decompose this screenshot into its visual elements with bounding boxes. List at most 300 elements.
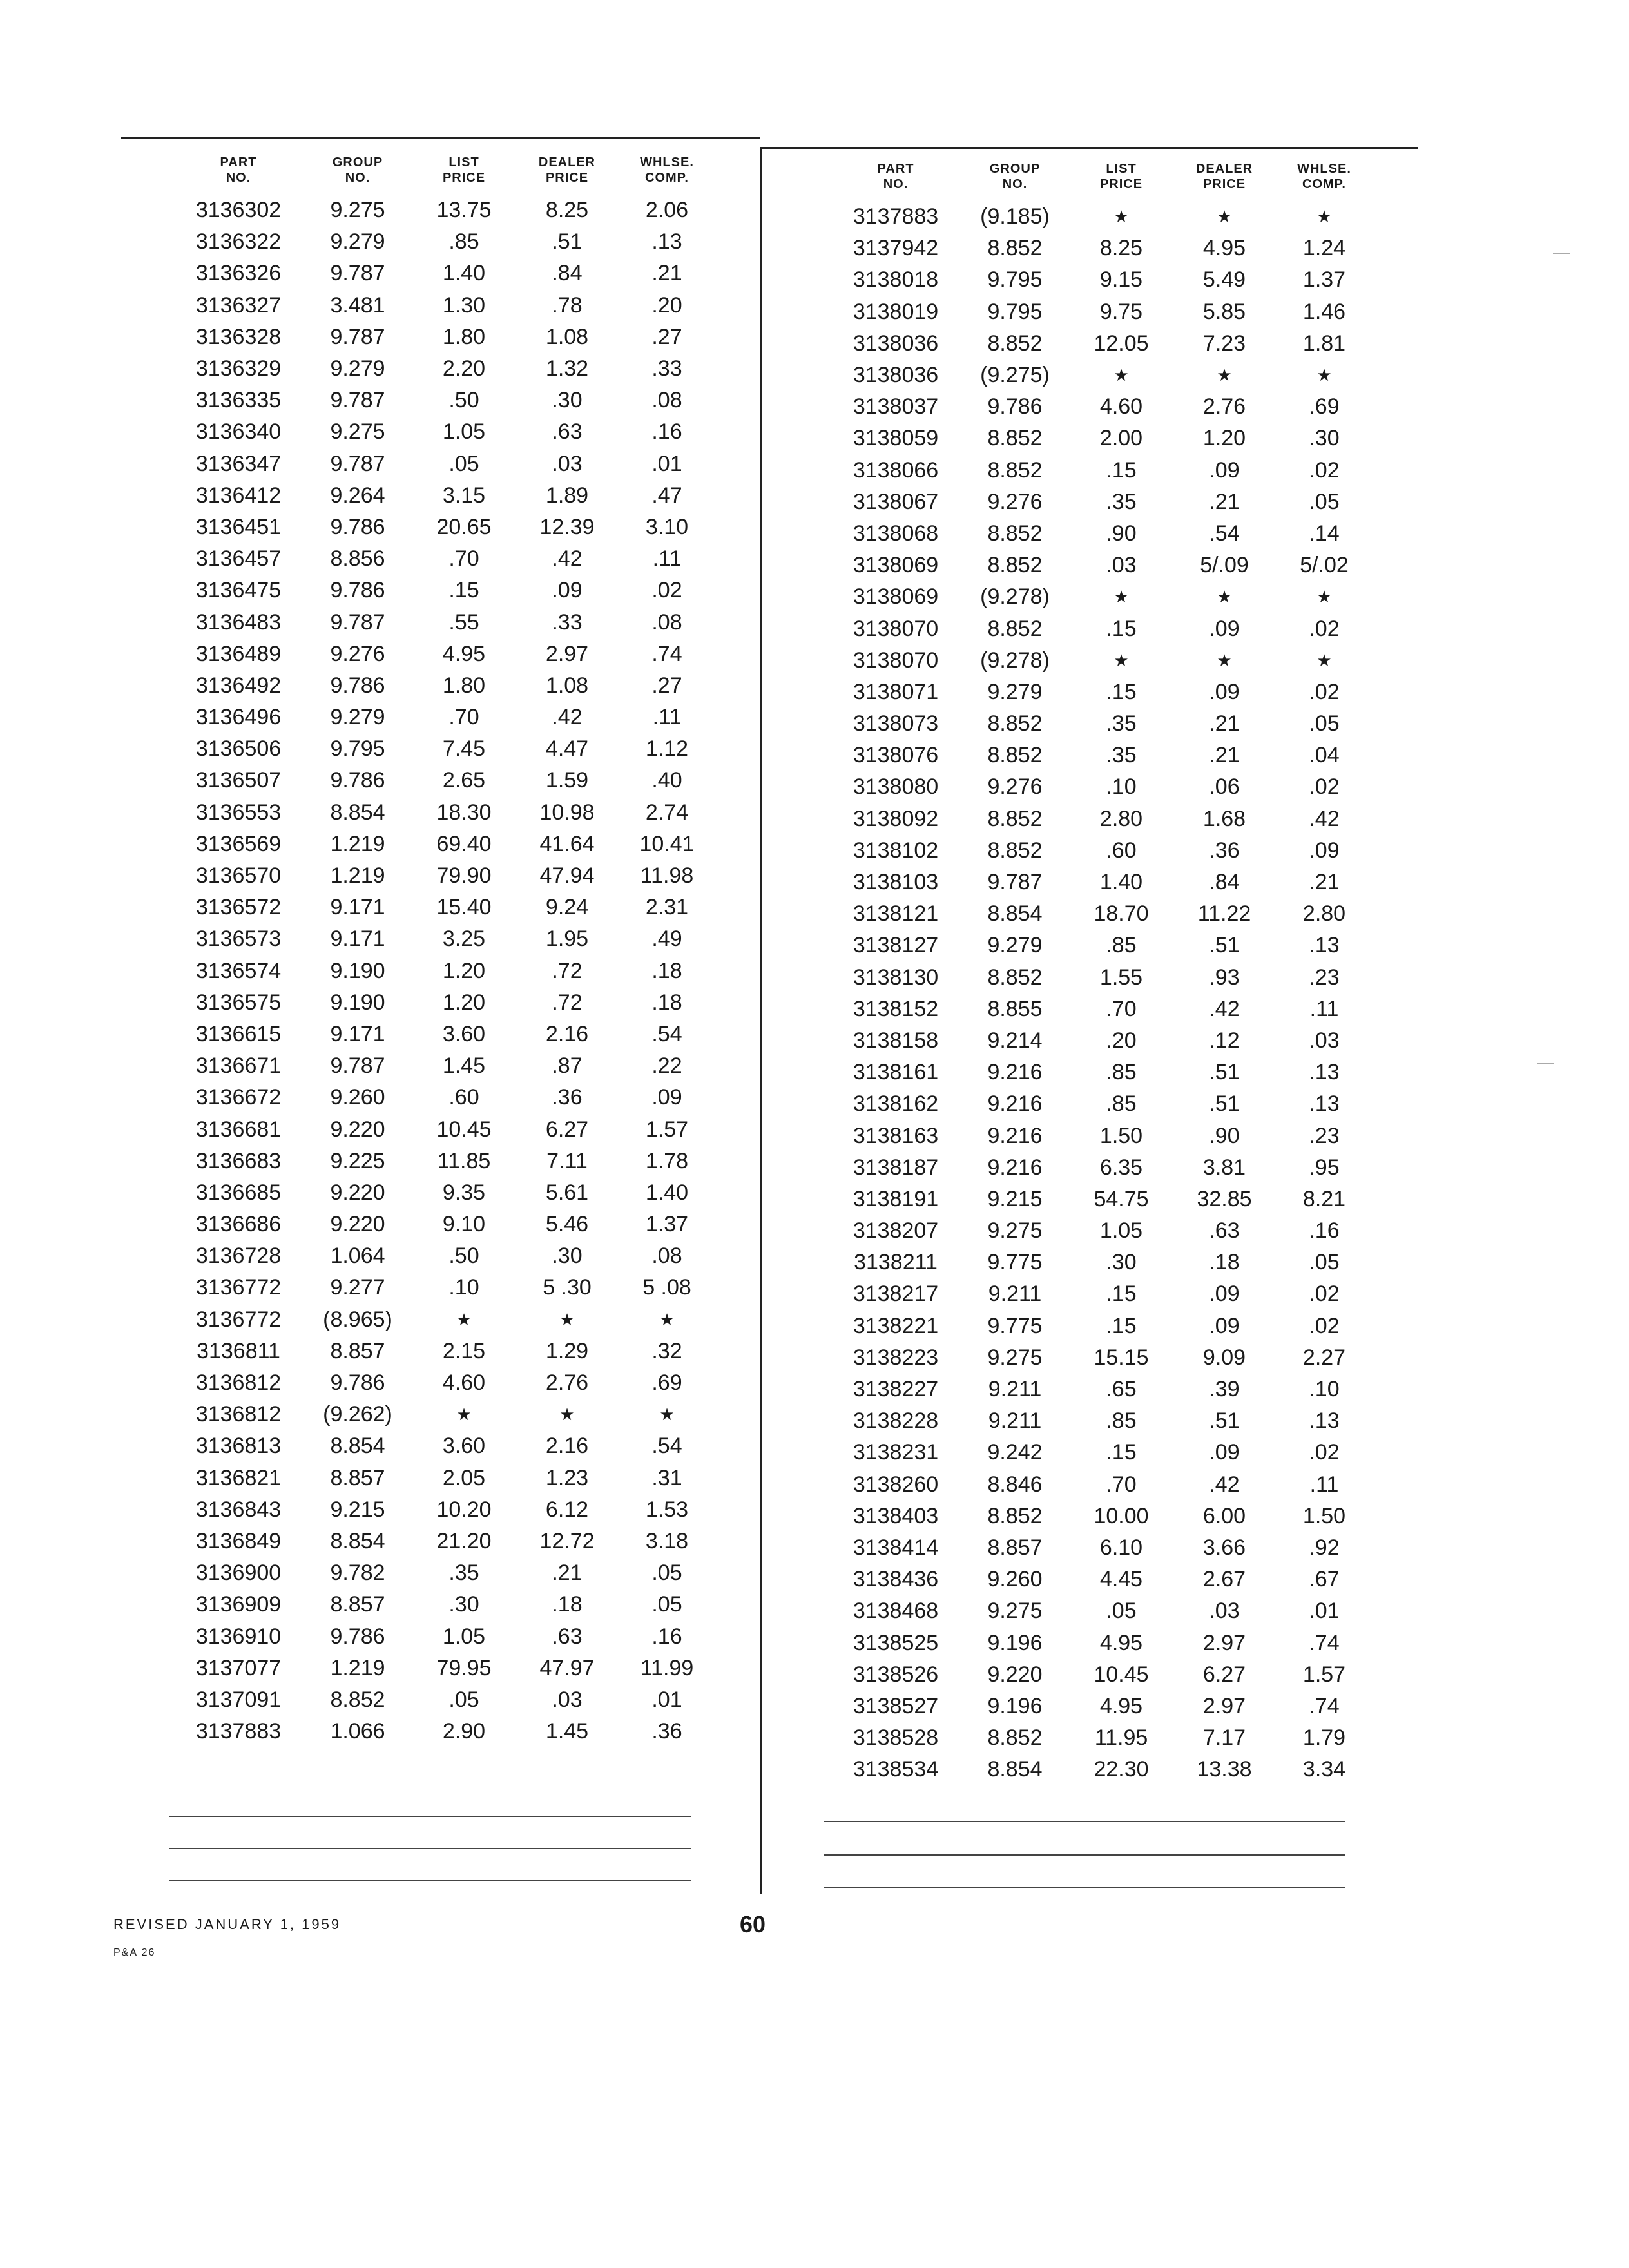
list-price-cell: ★ [456,1405,472,1425]
table-row [174,892,715,923]
group-no-cell: 8.852 [987,331,1043,356]
margin-mark [1553,253,1570,254]
group-no-cell: 9.260 [987,1567,1043,1592]
group-no-cell: 8.857 [987,1535,1043,1560]
group-no-cell: 9.787 [330,388,385,413]
group-no-cell: 9.264 [330,483,385,508]
group-no-cell: 9.275 [987,1345,1043,1370]
part-no-cell: 3138227 [853,1377,939,1402]
margin-mark [1537,1063,1554,1064]
part-no-cell: 3136672 [195,1085,282,1110]
whlse-comp-cell: 3.34 [1302,1757,1346,1782]
group-no-cell: 1.219 [330,863,385,889]
table-row [174,258,715,289]
part-no-cell: 3138080 [853,774,939,800]
whlse-comp-cell: .13 [1309,933,1340,958]
whlse-comp-cell: .10 [1309,1377,1340,1402]
part-no-cell: 3138436 [853,1567,939,1592]
part-no-cell: 3138127 [853,933,939,958]
dealer-price-cell: 11.22 [1197,901,1251,927]
part-no-cell: 3138163 [853,1123,939,1148]
whlse-comp-cell: .05 [651,1592,682,1617]
table-row [174,290,715,322]
blank-line [169,1816,691,1817]
dealer-price-cell: 1.08 [545,324,589,349]
list-price-cell: .15 [1106,1282,1137,1307]
dealer-price-cell: 5.46 [545,1212,589,1237]
part-no-cell: 3136683 [195,1148,282,1173]
part-no-cell: 3136574 [195,958,282,983]
group-no-cell: 8.852 [987,457,1043,483]
list-price-cell: .55 [448,610,479,635]
whlse-comp-cell: 1.12 [645,736,689,762]
part-no-cell: 3138121 [853,901,939,927]
table-row [831,835,1373,867]
part-no-cell: 3136909 [195,1592,282,1617]
group-no-cell: 9.216 [987,1060,1043,1085]
table-row [831,1152,1373,1184]
table-row [174,1463,715,1494]
dealer-price-cell: .51 [1209,1091,1240,1117]
dealer-price-cell: 2.97 [1202,1693,1246,1718]
list-price-cell: .85 [1106,1060,1137,1085]
group-no-cell: 9.216 [987,1091,1043,1117]
whlse-comp-cell: .74 [1309,1630,1340,1655]
whlse-comp-cell: .13 [1309,1408,1340,1434]
table-row [831,1247,1373,1278]
dealer-price-cell: 6.00 [1202,1503,1246,1528]
whlse-comp-cell: .47 [651,483,682,508]
whlse-comp-cell: .74 [651,641,682,666]
list-price-cell: .35 [1106,711,1137,736]
table-row [174,575,715,606]
list-price-cell: 9.10 [442,1212,486,1237]
whlse-comp-cell: 5 .08 [642,1275,691,1300]
group-no-cell: 9.275 [330,419,385,445]
whlse-comp-cell: .21 [1309,870,1340,895]
dealer-price-cell: .84 [1209,870,1240,895]
list-price-cell: 4.60 [1099,394,1143,419]
dealer-price-cell: .18 [1209,1250,1240,1275]
whlse-comp-cell: .27 [651,324,682,349]
group-no-cell: 9.216 [987,1155,1043,1180]
dealer-price-cell: 32.85 [1197,1186,1252,1211]
table-row [174,1019,715,1050]
list-price-cell: 18.70 [1094,901,1149,927]
whlse-comp-cell: .08 [651,610,682,635]
whlse-comp-cell: 1.57 [645,1117,689,1142]
group-no-cell: 9.215 [330,1497,385,1522]
table-row [831,1627,1373,1658]
table-row [831,1595,1373,1627]
whlse-comp-cell: .04 [1309,743,1340,768]
group-no-cell: 8.856 [330,546,385,572]
dealer-price-cell: .09 [1209,457,1240,483]
table-row [831,1437,1373,1468]
dealer-price-cell: .42 [1209,1472,1240,1497]
part-no-cell: 3138527 [853,1693,939,1718]
group-no-cell: 9.279 [330,356,385,381]
right-column-headers [831,161,1373,201]
list-price-cell: .30 [1106,1250,1137,1275]
table-row [831,328,1373,360]
group-no-cell: 8.854 [987,901,1043,927]
part-no-cell: 3136492 [195,673,282,698]
group-no-cell: 9.171 [330,895,385,920]
whlse-comp-cell: .74 [1309,1693,1340,1718]
table-row [831,423,1373,454]
whlse-comp-cell: .95 [1309,1155,1340,1180]
table-row [174,956,715,987]
table-row [831,486,1373,518]
group-no-cell: 9.787 [330,1053,385,1079]
table-row [831,1278,1373,1310]
list-price-cell: .60 [448,1085,479,1110]
list-price-cell: 69.40 [436,831,492,856]
dealer-price-cell: .03 [1209,1599,1240,1624]
whlse-comp-cell: ★ [1316,587,1332,607]
header-dealer-price: DEALER PRICE [538,155,596,185]
dealer-price-cell: 5.85 [1202,299,1246,324]
part-no-cell: 3138066 [853,457,939,483]
table-row [831,1025,1373,1057]
dealer-price-cell: 5/.09 [1200,553,1249,578]
catalog-code: P&A 26 [113,1947,156,1958]
whlse-comp-cell: 1.81 [1302,331,1346,356]
dealer-price-cell: .03 [552,451,583,476]
group-no-cell: 9.795 [987,299,1043,324]
part-no-cell: 3136572 [195,895,282,920]
list-price-cell: 6.35 [1099,1155,1143,1180]
whlse-comp-cell: .69 [651,1370,682,1396]
dealer-price-cell: 1.29 [545,1338,589,1363]
list-price-cell: 13.75 [436,198,492,223]
list-price-cell: .10 [448,1275,479,1300]
part-no-cell: 3138158 [853,1028,939,1053]
list-price-cell: .15 [1106,616,1137,641]
list-price-cell: .10 [1106,774,1137,800]
group-no-cell: 9.795 [330,736,385,762]
whlse-comp-cell: .54 [651,1434,682,1459]
dealer-price-cell: .09 [1209,1282,1240,1307]
dealer-price-cell: 2.76 [545,1370,589,1396]
part-no-cell: 3138468 [853,1599,939,1624]
list-price-cell: 22.30 [1094,1757,1149,1782]
list-price-cell: ★ [1113,207,1129,227]
list-price-cell: .65 [1106,1377,1137,1402]
part-no-cell: 3136328 [195,324,282,349]
table-row [831,708,1373,740]
dealer-price-cell: .63 [1209,1218,1240,1244]
list-price-cell: 1.50 [1099,1123,1143,1148]
part-no-cell: 3138228 [853,1408,939,1434]
group-no-cell: 9.787 [987,870,1043,895]
part-no-cell: 3136772 [195,1275,282,1300]
whlse-comp-cell: 3.10 [645,514,689,539]
group-no-cell: 9.276 [987,774,1043,800]
list-price-cell: 1.55 [1099,965,1143,990]
dealer-price-cell: 1.45 [545,1719,589,1744]
whlse-comp-cell: .14 [1309,521,1340,546]
whlse-comp-cell: .18 [651,958,682,983]
whlse-comp-cell: ★ [1316,207,1332,227]
table-row [831,201,1373,233]
table-row [831,613,1373,644]
part-no-cell: 3136329 [195,356,282,381]
group-no-cell: 8.852 [987,806,1043,831]
list-price-cell: .35 [448,1561,479,1586]
group-no-cell: 9.279 [987,679,1043,704]
group-no-cell: 9.279 [330,705,385,730]
group-no-cell: 8.854 [330,1528,385,1553]
group-no-cell: 9.215 [987,1186,1043,1211]
list-price-cell: .15 [1106,1313,1137,1338]
dealer-price-cell: 3.66 [1202,1535,1246,1560]
list-price-cell: .05 [1106,1599,1137,1624]
table-row [174,1209,715,1240]
list-price-cell: 4.60 [442,1370,486,1396]
list-price-cell: .03 [1106,553,1137,578]
list-price-cell: 2.00 [1099,426,1143,451]
dealer-price-cell: 41.64 [539,831,595,856]
group-no-cell: 9.220 [987,1662,1043,1687]
blank-line [824,1854,1345,1856]
dealer-price-cell: 5.49 [1202,267,1246,293]
group-no-cell: 8.854 [987,1757,1043,1782]
part-no-cell: 3136843 [195,1497,282,1522]
part-no-cell: 3138525 [853,1630,939,1655]
table-row [831,803,1373,835]
dealer-price-cell: .93 [1209,965,1240,990]
list-price-cell: 9.35 [442,1180,486,1205]
dealer-price-cell: 4.47 [545,736,589,762]
part-no-cell: 3138070 [853,648,939,673]
part-no-cell: 3138528 [853,1725,939,1751]
list-price-cell: 1.20 [442,990,486,1015]
list-price-cell: .35 [1106,489,1137,514]
group-no-cell: 8.852 [987,426,1043,451]
table-row [174,512,715,543]
blank-line [824,1887,1345,1888]
table-row [174,1082,715,1113]
dealer-price-cell: 7.11 [546,1148,588,1173]
table-row [174,1050,715,1082]
dealer-price-cell: 2.67 [1202,1567,1246,1592]
group-no-cell: 8.852 [987,711,1043,736]
whlse-comp-cell: .27 [651,673,682,698]
part-no-cell: 3138036 [853,331,939,356]
group-no-cell: (9.275) [980,363,1050,388]
header-group-no: GROUP NO. [989,162,1041,191]
group-no-cell: 1.064 [330,1244,385,1269]
part-no-cell: 3136457 [195,546,282,572]
dealer-price-cell: .09 [552,578,583,603]
list-price-cell: .85 [1106,1091,1137,1117]
table-row [831,1501,1373,1532]
dealer-price-cell: 1.32 [545,356,589,381]
group-no-cell: 8.852 [987,616,1043,641]
list-price-cell: .70 [448,705,479,730]
dealer-price-cell: .87 [552,1053,583,1079]
list-price-cell: 2.15 [442,1338,486,1363]
group-no-cell: 9.220 [330,1117,385,1142]
part-no-cell: 3138221 [853,1313,939,1338]
part-no-cell: 3138211 [854,1250,938,1275]
whlse-comp-cell: .16 [651,1624,682,1649]
dealer-price-cell: .09 [1209,1313,1240,1338]
table-row [831,1691,1373,1722]
part-no-cell: 3136451 [195,514,282,539]
part-no-cell: 3136811 [197,1338,280,1363]
list-price-cell: 4.95 [1099,1630,1143,1655]
part-no-cell: 3136685 [195,1180,282,1205]
part-no-cell: 3138534 [853,1757,939,1782]
table-row [174,1240,715,1272]
table-row [174,1653,715,1684]
whlse-comp-cell: .05 [1309,489,1340,514]
top-rule-left [121,137,760,139]
part-no-cell: 3138069 [853,584,939,610]
part-no-cell: 3138526 [853,1662,939,1687]
group-no-cell: 8.852 [987,521,1043,546]
dealer-price-cell: 3.81 [1202,1155,1246,1180]
list-price-cell: 10.20 [436,1497,492,1522]
table-row [174,1272,715,1303]
list-price-cell: 1.05 [1099,1218,1143,1244]
part-no-cell: 3138161 [853,1060,939,1085]
header-list-price: LIST PRICE [1099,162,1143,191]
dealer-price-cell: .12 [1209,1028,1240,1053]
part-no-cell: 3138071 [853,679,939,704]
group-no-cell: 9.211 [988,1282,1042,1307]
table-row [831,771,1373,803]
table-row [174,1146,715,1177]
part-no-cell: 3137942 [853,236,939,261]
part-no-cell: 3136347 [195,451,282,476]
group-no-cell: 8.857 [330,1592,385,1617]
left-column-headers [174,155,715,195]
table-row [831,455,1373,486]
table-row [174,1367,715,1399]
list-price-cell: 10.45 [436,1117,492,1142]
group-no-cell: 1.219 [330,831,385,856]
group-no-cell: 9.787 [330,610,385,635]
dealer-price-cell: .33 [552,610,583,635]
group-no-cell: 9.787 [330,451,385,476]
part-no-cell: 3136671 [195,1053,282,1079]
whlse-comp-cell: .92 [1309,1535,1340,1560]
table-row [174,1620,715,1652]
group-no-cell: 9.787 [330,324,385,349]
whlse-comp-cell: .11 [1309,996,1339,1021]
dealer-price-cell: .84 [552,261,583,286]
part-no-cell: 3137883 [195,1719,282,1744]
part-no-cell: 3138403 [853,1503,939,1528]
part-no-cell: 3138070 [853,616,939,641]
table-row [174,1557,715,1589]
dealer-price-cell: 5.61 [545,1180,589,1205]
part-no-cell: 3138260 [853,1472,939,1497]
part-no-cell: 3136615 [195,1021,282,1046]
table-row [174,1113,715,1145]
list-price-cell: ★ [1113,650,1129,670]
whlse-comp-cell: 1.79 [1302,1725,1346,1751]
group-no-cell: 9.279 [987,933,1043,958]
part-no-cell: 3138068 [853,521,939,546]
list-price-cell: .70 [1106,996,1137,1021]
part-no-cell: 3136506 [195,736,282,762]
dealer-price-cell: 1.68 [1202,806,1246,831]
table-row [174,765,715,796]
whlse-comp-cell: .20 [651,293,682,318]
dealer-price-cell: ★ [1217,365,1232,385]
table-row [831,391,1373,423]
dealer-price-cell: 9.09 [1202,1345,1246,1370]
part-no-cell: 3136849 [195,1528,282,1553]
whlse-comp-cell: 1.50 [1302,1503,1346,1528]
dealer-price-cell: 6.27 [1202,1662,1246,1687]
list-price-cell: 2.05 [442,1465,486,1490]
dealer-price-cell: 4.95 [1202,236,1246,261]
table-row [831,1088,1373,1120]
part-no-cell: 3138018 [853,267,939,293]
table-row [831,1184,1373,1215]
list-price-cell: .70 [448,546,479,572]
whlse-comp-cell: .01 [651,1687,682,1712]
column-divider [760,147,762,1894]
group-no-cell: 9.220 [330,1212,385,1237]
whlse-comp-cell: 10.41 [639,831,695,856]
group-no-cell: 9.211 [988,1377,1042,1402]
dealer-price-cell: .06 [1209,774,1240,800]
whlse-comp-cell: .05 [1309,711,1340,736]
group-no-cell: 9.171 [330,1021,385,1046]
table-row [831,550,1373,581]
list-price-cell: .15 [1106,457,1137,483]
list-price-cell: .50 [448,1244,479,1269]
group-no-cell: (9.278) [980,648,1050,673]
right-price-table [831,201,1373,1785]
part-no-cell: 3138102 [853,838,939,863]
table-row [174,1336,715,1367]
dealer-price-cell: .42 [552,705,583,730]
whlse-comp-cell: .13 [1309,1060,1340,1085]
part-no-cell: 3136812 [195,1370,282,1396]
list-price-cell: 1.05 [442,1624,486,1649]
whlse-comp-cell: 1.37 [645,1212,689,1237]
table-row [174,1304,715,1336]
list-price-cell: 1.30 [442,293,486,318]
part-no-cell: 3136686 [195,1212,282,1237]
part-no-cell: 3136326 [195,261,282,286]
revision-date: REVISED JANUARY 1, 1959 [113,1916,342,1932]
dealer-price-cell: .63 [552,1624,583,1649]
dealer-price-cell: 13.38 [1197,1757,1252,1782]
part-no-cell: 3138130 [853,965,939,990]
group-no-cell: 9.275 [330,198,385,223]
list-price-cell: 1.40 [442,261,486,286]
list-price-cell: 1.80 [442,324,486,349]
list-price-cell: 79.95 [436,1655,492,1680]
part-no-cell: 3138162 [853,1091,939,1117]
dealer-price-cell: .63 [552,419,583,445]
dealer-price-cell: .21 [552,1561,583,1586]
list-price-cell: 79.90 [436,863,492,889]
whlse-comp-cell: .30 [1309,426,1340,451]
whlse-comp-cell: .02 [1309,1282,1340,1307]
dealer-price-cell: 1.08 [545,673,589,698]
part-no-cell: 3138414 [853,1535,939,1560]
